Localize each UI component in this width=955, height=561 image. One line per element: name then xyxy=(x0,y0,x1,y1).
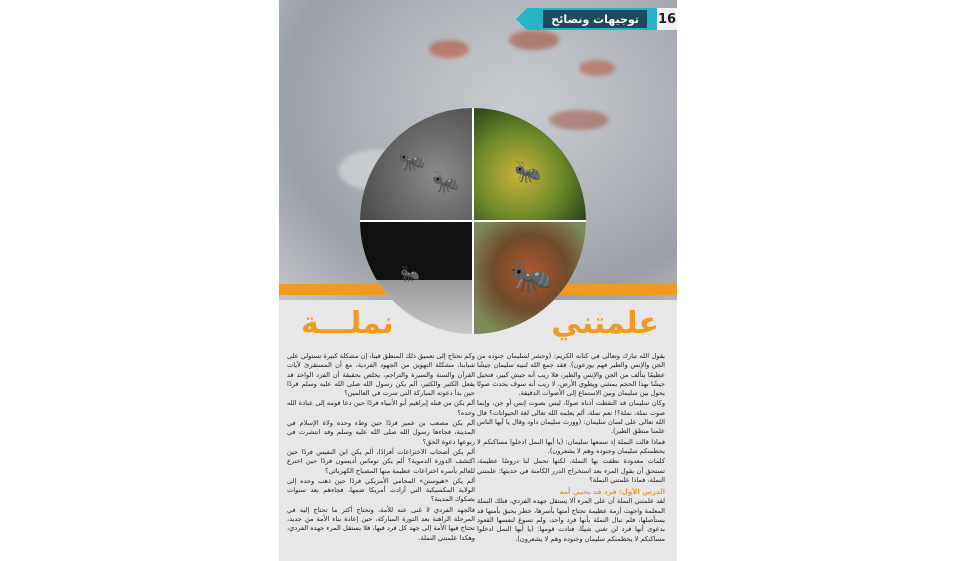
title-word-1: علمتني xyxy=(551,306,659,341)
magazine-page xyxy=(279,0,677,561)
title-word-2: نملـــة xyxy=(301,306,394,341)
ant-photo-collage xyxy=(360,108,586,334)
paragraph: فالجهد الفردي لا غنى عنه للأمة، وتحتاج أكثر ما تحتاج إليه في المرحلة الراهنة بعد الثورة المباركة، حين إعادة بناء الأمة من جديد، تحتاج فيها الأمة إلى جهد كل فرد فيها، فلا يستقل المرء جهده الفردي، وهكذا علمتني النملة. xyxy=(287,505,475,542)
section-tab xyxy=(527,8,657,30)
ant-icon: 🐜 xyxy=(510,256,553,296)
paragraph: وكان سليمان قد التقطت أذناه صوتًا، ليس بصوت إنس أو جن، وإنما صوت نملة، نملة؟! نعم نملة، ألم يعلمه الله تعالى لغة الحيوانات؟ قال الله تعالى على لسان سليمان: (وورث سليمان داود وقال يا أيها الناس علمنا منطق الطير). xyxy=(477,399,665,436)
article-title xyxy=(279,306,677,348)
paragraph: وكم نحتاج إلى تعميق ذلك المنطق فينا، إن مشكلة كبيرة تستولي على شبابنا، مشكلة التهوين من الجهود الفردية، مع أن المستقرئ لآيات القرآن والسنة والسيرة والتراجم، يخلص بحقيقة أن الفرد الواحد قد يفعل الكثير والكثير، ألم يكن رسول الله صلى الله عليه وسلم فردًا حين بدأ دعوته المباركة التي سرت في العالمين؟ xyxy=(287,352,475,398)
paragraph: ألم يكن أصحاب الاختراعات أفرادًا، ألم يكن ابن النفيس فردًا حين اكتشف الدورة الدموية؟ ألم يكن توماس أديسون فردًا حين اخترع للعالم بأسره اختراعات عظيمة منها المصباح الكهربائي؟ xyxy=(287,447,475,475)
section-header xyxy=(527,7,677,31)
page-number: 16 xyxy=(657,8,677,30)
paragraph: كلمات معدودة نطقت بها النملة، لكنها تحمل لنا دروسًا عظيمة، تستحق أن يقول المرء بعد استخراج الدرر الكامنة في حديثها: علمتني النملة، فماذا علمتني النملة؟ xyxy=(477,457,665,484)
paragraph: ألم يكن مصعب بن عمير فردًا حين وطء وحده ولاة الإسلام في المدينة، فجاءها رسول الله صلى الله عليه وسلم وقد انتشرت في ربوعها دعوة الحق؟ xyxy=(287,419,475,446)
ant-icon: 🐜 xyxy=(398,148,426,173)
paragraph: ألم يكن من قبله إبراهيم أبو الأنبياء فردًا حين دعا قومه إلى عبادة الله وحده؟ xyxy=(287,399,475,417)
article-column-left xyxy=(287,352,475,544)
section-title: توجيهات ونصائح xyxy=(543,10,647,28)
ant-icon: 🐜 xyxy=(432,170,460,195)
paragraph: يقول الله تبارك وتعالى في كتابه الكريم: (وحشر لسليمان جنوده من الجن والإنس والطير فهم يوزعون). فقد جمع الله لنبيه سليمان جيشًا عظيمًا يتألف من الجن والإنس والطير، فلا ريب أنه جيش كبير، فتخيل جيشًا بهذا الحجم يمشي ويطوي الأرض، لا ريب أنه سوف يحدث صوتًا يحول بين سليمان وبين الاستماع إلى الأصوات الدقيقة. xyxy=(477,352,665,398)
ant-icon: 🐜 xyxy=(514,160,542,185)
photo-black-ants xyxy=(360,108,472,220)
paragraph: لقد علمتني النملة أن على المرء ألا يستقل جهده الفردي، فتلك النملة المعلمة واجهت أزمة عظيمة تحتاج أمتها بأسرها، خطر يحيق بأمتها قد يستأصلها، فلم تبال النملة بأنها فرد واحد، ولم تسوغ لنفسها القعود بدعوى أنها فرد لن تغني شيئًا، فنادت قومها: (يا أيها النمل ادخلوا مساكنكم لا يحطمنكم سليمان وجنوده وهم لا يشعرون). xyxy=(477,497,665,543)
ant-icon: 🐜 xyxy=(400,264,420,283)
lesson-heading: الدرس الأول: فرد قد يحيي أمة xyxy=(559,488,665,497)
photo-red-ant-leaf xyxy=(474,108,586,220)
paragraph: فماذا قالت النملة إذ سمعها سليمان: (يا أيها النمل ادخلوا مساكنكم لا يحطمنكم سليمان وجنوده وهم لا يشعرون). xyxy=(477,437,665,455)
paragraph: ألم يكن «هيوستن» المحامي الأمريكي فردًا حين ذهب وحده إلى الولاية المكسيكية التي أرادت أمريكا ضمها، فجاءهم بعد سنوات بصكوك المدينة؟ xyxy=(287,476,475,504)
article-column-right xyxy=(477,352,665,545)
